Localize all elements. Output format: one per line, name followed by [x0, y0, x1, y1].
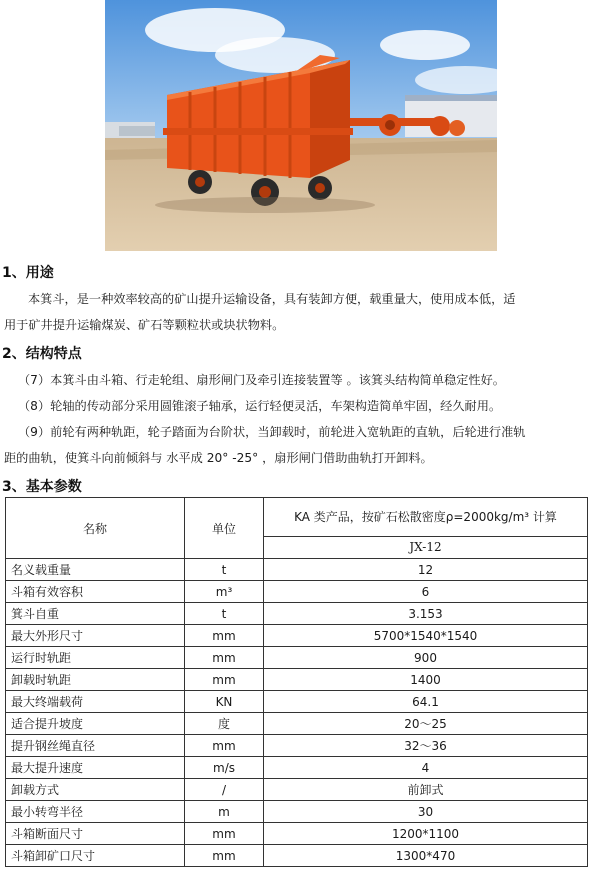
row-name: 最大终端载荷 — [6, 691, 185, 713]
row-value: 20～25 — [264, 713, 588, 735]
row-name: 运行时轨距 — [6, 647, 185, 669]
section-title-features: 2、结构特点 — [2, 346, 82, 362]
row-unit: mm — [185, 845, 264, 867]
row-name: 卸载时轨距 — [6, 669, 185, 691]
section-title-usage: 1、用途 — [2, 265, 54, 281]
features-line-2: （8）轮轴的传动部分采用圆锥滚子轴承，运行轻便灵活，车架构造简单牢固，经久耐用。 — [18, 399, 502, 413]
row-value: 32～36 — [264, 735, 588, 757]
section-title-params: 3、基本参数 — [2, 479, 82, 495]
usage-line-2: 用于矿井提升运输煤炭、矿石等颗粒状或块状物料。 — [4, 318, 285, 332]
row-unit: m³ — [185, 581, 264, 603]
row-name: 最大提升速度 — [6, 757, 185, 779]
row-name: 斗箱有效容积 — [6, 581, 185, 603]
row-unit: KN — [185, 691, 264, 713]
usage-line-1: 本箕斗，是一种效率较高的矿山提升运输设备，具有装卸方便，载重量大，使用成本低，适 — [28, 292, 516, 306]
table-row — [6, 625, 588, 647]
row-name: 箕斗自重 — [6, 603, 185, 625]
table-row — [6, 757, 588, 779]
row-value: 5700*1540*1540 — [264, 625, 588, 647]
row-unit: mm — [185, 823, 264, 845]
usage-paragraph — [4, 286, 590, 338]
table-row — [6, 691, 588, 713]
row-unit: t — [185, 603, 264, 625]
row-value: 30 — [264, 801, 588, 823]
table-row — [6, 669, 588, 691]
row-value: 6 — [264, 581, 588, 603]
product-photo — [105, 0, 497, 251]
table-row — [6, 603, 588, 625]
table-row — [6, 735, 588, 757]
row-value: 前卸式 — [264, 779, 588, 801]
row-value: 1200*1100 — [264, 823, 588, 845]
row-unit: t — [185, 559, 264, 581]
params-table — [5, 497, 588, 867]
row-name: 最大外形尺寸 — [6, 625, 185, 647]
table-row — [6, 713, 588, 735]
row-name: 提升钢丝绳直径 — [6, 735, 185, 757]
row-name: 斗箱卸矿口尺寸 — [6, 845, 185, 867]
row-unit: / — [185, 779, 264, 801]
header-unit: 单位 — [185, 498, 264, 559]
row-unit: mm — [185, 669, 264, 691]
table-row — [6, 779, 588, 801]
row-value: 3.153 — [264, 603, 588, 625]
table-row — [6, 823, 588, 845]
header-model: JX-12 — [264, 536, 588, 558]
table-row — [6, 559, 588, 581]
header-name: 名称 — [6, 498, 185, 559]
row-value: 12 — [264, 559, 588, 581]
row-unit: 度 — [185, 713, 264, 735]
row-value: 1400 — [264, 669, 588, 691]
table-row — [6, 801, 588, 823]
features-line-3: （9）前轮有两种轨距，轮子踏面为台阶状，当卸载时，前轮进入宽轨距的直轨，后轮进行准轨 — [18, 425, 526, 439]
row-unit: mm — [185, 735, 264, 757]
table-row — [6, 845, 588, 867]
table-row — [6, 647, 588, 669]
row-name: 适合提升坡度 — [6, 713, 185, 735]
row-name: 最小转弯半径 — [6, 801, 185, 823]
features-paragraph — [4, 367, 590, 471]
row-unit: m — [185, 801, 264, 823]
row-unit: mm — [185, 647, 264, 669]
features-line-4: 距的曲轨，使箕斗向前倾斜与 水平成 20° -25° ，扇形闸门借助曲轨打开卸料。 — [4, 451, 433, 465]
row-value: 900 — [264, 647, 588, 669]
skip-car-photo — [105, 0, 497, 251]
row-name: 名义载重量 — [6, 559, 185, 581]
row-value: 64.1 — [264, 691, 588, 713]
row-name: 斗箱断面尺寸 — [6, 823, 185, 845]
header-spec: KA 类产品，按矿石松散密度ρ=2000kg/m³ 计算 — [264, 498, 588, 537]
table-row — [6, 581, 588, 603]
row-value: 4 — [264, 757, 588, 779]
row-unit: m/s — [185, 757, 264, 779]
features-line-1: （7）本箕斗由斗箱、行走轮组、扇形闸门及牵引连接装置等 。该箕头结构简单稳定性好。 — [18, 373, 505, 387]
row-unit: mm — [185, 625, 264, 647]
row-name: 卸载方式 — [6, 779, 185, 801]
row-value: 1300*470 — [264, 845, 588, 867]
